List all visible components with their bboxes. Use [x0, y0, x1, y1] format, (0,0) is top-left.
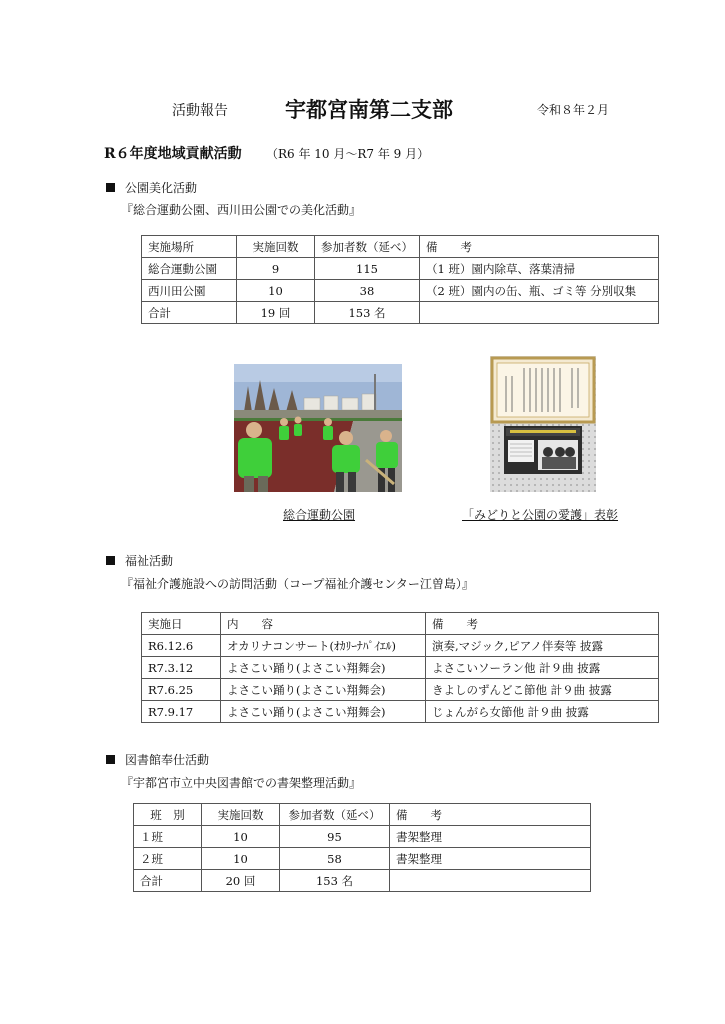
table-header-cell: 内 容	[221, 613, 426, 635]
report-label: 活動報告	[172, 103, 228, 119]
table-cell: 演奏,マジック,ピアノ伴奏等 披露	[426, 635, 659, 657]
park-subtitle: 『総合運動公園、西川田公園での美化活動』	[121, 203, 362, 217]
table-cell: 書架整理	[390, 848, 591, 870]
certificate-photo	[490, 356, 596, 492]
welfare-subtitle: 『福祉介護施設への訪問活動（コープ福祉介護センター江曽島）』	[121, 577, 474, 591]
welfare-table	[141, 612, 659, 723]
table-cell: R7.6.25	[142, 679, 221, 701]
library-table	[133, 803, 591, 892]
table-cell: 115	[315, 258, 420, 280]
table-cell: オカリナコンサート(ｵｶﾘｰﾅﾊﾟｲｴﾙ)	[221, 635, 426, 657]
library-subtitle: 『宇都宮市立中央図書館での書架整理活動』	[121, 776, 362, 790]
table-header-row	[142, 236, 659, 258]
table-row	[142, 258, 659, 280]
table-cell: （2 班）園内の缶、瓶、ゴミ等 分別収集	[420, 280, 659, 302]
table-row	[134, 870, 591, 892]
table-cell: R6.12.6	[142, 635, 221, 657]
park-heading: 公園美化活動	[106, 179, 197, 196]
park-table	[141, 235, 659, 324]
page-title: 宇都宮南第二支部	[285, 98, 453, 122]
certificate-illustration	[490, 356, 596, 492]
table-cell: じょんがら女節他 計９曲 披露	[426, 701, 659, 723]
table-cell: 10	[202, 826, 280, 848]
bullet-square-icon	[106, 183, 115, 192]
table-header-cell: 参加者数（延べ）	[280, 804, 390, 826]
table-cell: R7.3.12	[142, 657, 221, 679]
table-row	[142, 635, 659, 657]
table-row	[142, 302, 659, 324]
table-cell: 10	[202, 848, 280, 870]
bullet-square-icon	[106, 556, 115, 565]
table-row	[134, 826, 591, 848]
table-cell	[420, 302, 659, 324]
table-header-cell: 備 考	[426, 613, 659, 635]
table-cell: 58	[280, 848, 390, 870]
welfare-heading: 福祉活動	[106, 552, 173, 569]
section-period: （R6 年 10 月～R7 年 9 月）	[266, 147, 430, 161]
table-cell: 合計	[134, 870, 202, 892]
park-cleanup-illustration	[234, 364, 402, 492]
table-cell: 153 名	[315, 302, 420, 324]
table-cell	[390, 870, 591, 892]
table-cell: 総合運動公園	[142, 258, 237, 280]
table-header-cell: 実施回数	[237, 236, 315, 258]
table-row	[142, 701, 659, 723]
table-cell: 95	[280, 826, 390, 848]
table-cell: よさこいソーラン他 計９曲 披露	[426, 657, 659, 679]
table-cell: 20 回	[202, 870, 280, 892]
bullet-square-icon	[106, 755, 115, 764]
library-heading: 図書館奉仕活動	[106, 751, 209, 768]
table-cell: 10	[237, 280, 315, 302]
table-cell: 書架整理	[390, 826, 591, 848]
table-cell: 19 回	[237, 302, 315, 324]
table-header-cell: 参加者数（延べ）	[315, 236, 420, 258]
table-header-cell: 班 別	[134, 804, 202, 826]
table-cell: きよしのずんどこ節他 計９曲 披露	[426, 679, 659, 701]
table-row	[142, 280, 659, 302]
table-row	[134, 848, 591, 870]
table-cell: 西川田公園	[142, 280, 237, 302]
table-cell: 合計	[142, 302, 237, 324]
table-header-row	[142, 613, 659, 635]
table-cell: 38	[315, 280, 420, 302]
section-title: R６年度地域貢献活動	[104, 146, 242, 162]
table-row	[142, 657, 659, 679]
table-header-cell: 実施回数	[202, 804, 280, 826]
photo2-caption: 「みどりと公園の愛護」表彰	[462, 508, 619, 522]
photo1-caption: 総合運動公園	[283, 508, 356, 522]
park-cleanup-photo	[234, 364, 402, 492]
table-header-cell: 実施日	[142, 613, 221, 635]
table-cell: よさこい踊り(よさこい翔舞会)	[221, 679, 426, 701]
table-header-row	[134, 804, 591, 826]
table-cell: よさこい踊り(よさこい翔舞会)	[221, 657, 426, 679]
table-cell: 153 名	[280, 870, 390, 892]
table-cell: R7.9.17	[142, 701, 221, 723]
table-cell: （1 班）園内除草、落葉清掃	[420, 258, 659, 280]
table-cell: 9	[237, 258, 315, 280]
table-row	[142, 679, 659, 701]
table-cell: １班	[134, 826, 202, 848]
table-header-cell: 実施場所	[142, 236, 237, 258]
table-cell: ２班	[134, 848, 202, 870]
table-cell: よさこい踊り(よさこい翔舞会)	[221, 701, 426, 723]
report-date: 令和８年２月	[537, 103, 610, 117]
table-header-cell: 備 考	[390, 804, 591, 826]
table-header-cell: 備 考	[420, 236, 659, 258]
